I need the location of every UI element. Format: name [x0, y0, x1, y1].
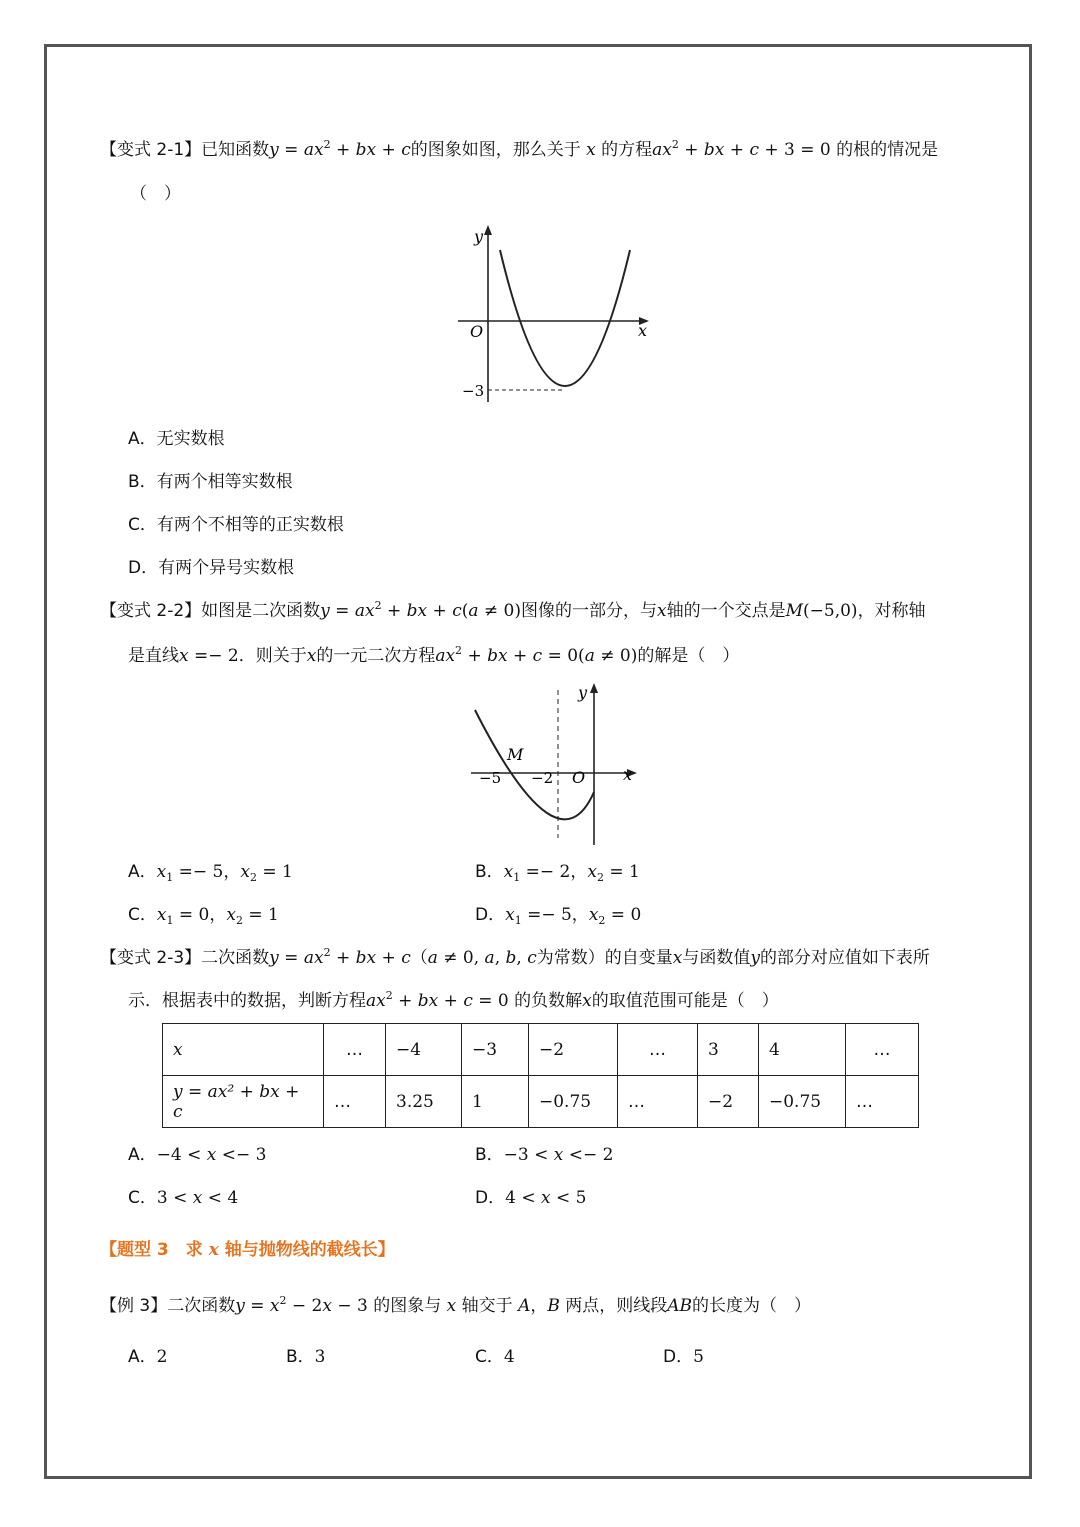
option-c: C．有两个不相等的正实数根 — [128, 515, 344, 535]
axis-x-label: x — [623, 765, 633, 784]
option-b: B．$x_1 =- 2$，$x_2 = 1$ — [475, 862, 640, 884]
tick-label-minus2: −2 — [531, 769, 554, 787]
parabola-figure-2 — [465, 680, 645, 848]
question-label: 【变式 2-2】 — [100, 601, 202, 621]
tick-label-minus3: −3 — [462, 382, 485, 400]
question-label: 【变式 2-3】 — [100, 948, 202, 968]
question-label: 【例 3】 — [100, 1296, 168, 1316]
option-d: D．5 — [663, 1347, 704, 1367]
axis-x-label: x — [638, 321, 648, 340]
question-v22-line1: 【变式 2-2】如图是二次函数$y = ax^2$ + bx + c(a ≠ 0)图像的一部分，与x轴的一个交点是M(−5,0)，对称轴 — [100, 599, 926, 621]
origin-label: O — [470, 322, 484, 341]
question-v23-line2: 示．根据表中的数据，判断方程$ax^2$ + bx + c = 0 的负数解x的取值范围可能是（ ） — [128, 989, 779, 1011]
point-m-label: M — [507, 745, 524, 764]
option-b: B．−3 < x <− 2 — [475, 1145, 614, 1165]
question-label: 【变式 2-1】 — [100, 140, 202, 160]
question-ex3: 【例 3】二次函数$y = x^2 - 2x - 3$ 的图象与 x 轴交于 A，B 两点，则线段AB的长度为（ ） — [100, 1294, 812, 1316]
option-a: A．无实数根 — [128, 429, 225, 449]
parabola-figure-1 — [450, 222, 660, 407]
option-a: A．2 — [128, 1347, 168, 1367]
option-d: D．4 < x < 5 — [475, 1188, 587, 1208]
option-a: A．−4 < x <− 3 — [128, 1145, 267, 1165]
axis-y-label: y — [578, 683, 588, 702]
axis-y-label: y — [474, 227, 484, 246]
option-c: C．$x_1 = 0$，$x_2 = 1$ — [128, 905, 279, 927]
origin-label: O — [572, 768, 586, 787]
answer-paren: （ ） — [130, 184, 181, 204]
tick-label-minus5: −5 — [479, 769, 502, 787]
question-v22-line2: 是直线x =− 2．则关于x的一元二次方程$ax^2$ + bx + c = 0(a ≠ 0)的解是（ ） — [128, 644, 740, 666]
value-table — [162, 1023, 919, 1128]
option-c: C．4 — [475, 1347, 515, 1367]
option-d: D．$x_1 =- 5$，$x_2 = 0$ — [475, 905, 642, 927]
option-b: B．3 — [286, 1347, 326, 1367]
table-row: y = ax² + bx + c … 3.25 1 −0.75 … −2 −0.75 … — [163, 1076, 919, 1128]
section-heading: 【题型 3 求 x 轴与抛物线的截线长】 — [100, 1240, 395, 1260]
question-v21-line1: 【变式 2-1】已知函数$y = ax^2$ + bx + c的图象如图，那么关于 x 的方程$ax^2$ + bx + c + 3 = 0 的根的情况是 — [100, 138, 939, 160]
option-a: A．$x_1 =- 5$，$x_2 = 1$ — [128, 862, 293, 884]
option-b: B．有两个相等实数根 — [128, 472, 293, 492]
option-c: C．3 < x < 4 — [128, 1188, 239, 1208]
question-v23-line1: 【变式 2-3】二次函数$y = ax^2$ + bx + c（a ≠ 0, a, b, c为常数）的自变量x与函数值y的部分对应值如下表所 — [100, 946, 930, 968]
option-d: D．有两个异号实数根 — [128, 558, 295, 578]
table-row: x … −4 −3 −2 … 3 4 … — [163, 1024, 919, 1076]
